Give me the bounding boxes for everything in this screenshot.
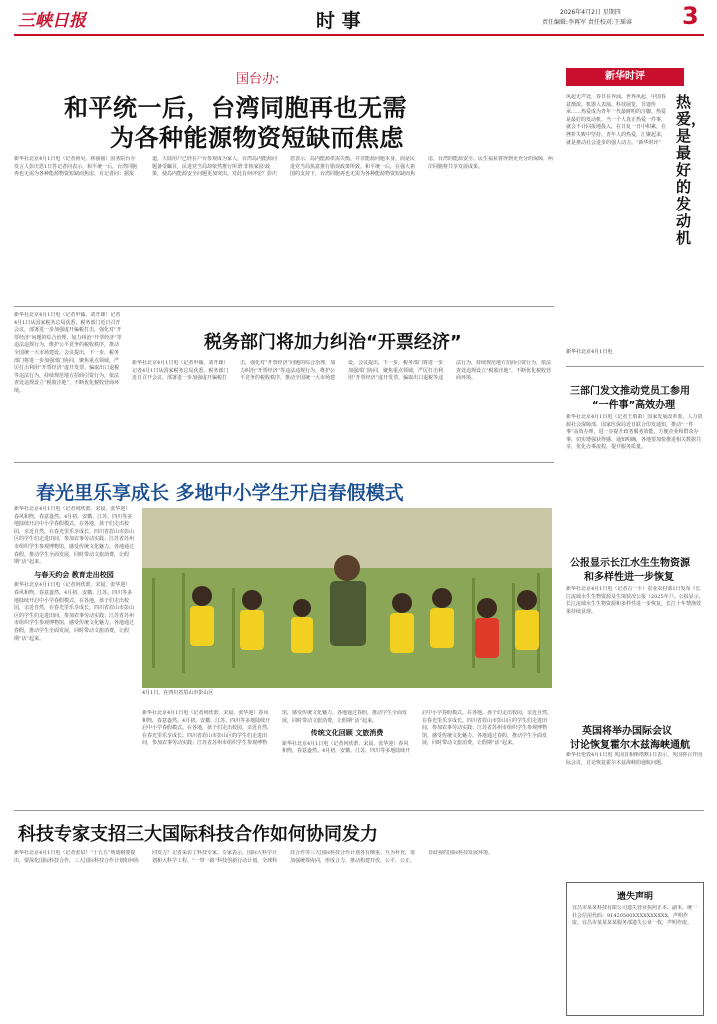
tax-story (14, 312, 554, 462)
editors-line: 责任编辑:李再军 责任校对:王瑶睿 (542, 19, 632, 26)
section-title: 时 事 (316, 10, 361, 32)
notice-body: 宜昌市某某科技有限公司遗失营业执照正本、副本，统一社会信用代码：91420500XXXXXXXXXX，声明作废。宜昌市某某某某服务部遗失公章一枚，声明作废。 (572, 905, 698, 927)
brief-uk-title-2: 讨论恢复霍尔木兹海峡通航 (570, 740, 690, 751)
photo-story-text-2: 新华社北京4月1日电（记者何欣蕾、宋晨、张华迎）春风和煦，春意盎然。4月初，安徽、江苏、四川等多地陆续开启中小学春假模式。在各地，孩子们走出校园，亲近自然，在春光里乐享成长。四川省眉山市彭山区的学生们走进田间，参加农事劳动实践；江苏省苏州市组织学生参观博物馆，感受传统文化魅力。各地通过春假，推动学生全面发展，同时带动文旅消费，让假期“活”起来。 (14, 582, 134, 642)
photo-story-text-3: 新华社北京4月1日电（记者何欣蕾、宋晨、张华迎）春风和煦，春意盎然。4月初，安徽、江苏、四川等多地陆续开启中小学春假模式。在各地，孩子们走出校园，亲近自然，在春光里乐享成长。四川省眉山市彭山区的学生们走进田间，参加农事劳动实践；江苏省苏州市组织学生参观博物馆，感受传统文化魅力。各地通过春假，推动学生全面发展，同时带动文旅消费，让假期“活”起来。 (142, 710, 408, 747)
commentary-body: 风起无声处，春日在奔涌。世界风起，中国春意渐浓。机器人表演、科技展览、非遗传承……热爱成为青年一代最鲜明的注脚。热爱是最好的发动机。当一个人真正热爱一件事，就会不计回报地投入，在日复一日中积累，在挫折失败中坚持。青年人的热爱，汇聚起来，就是推动社会进步的强大动力。“新华时评” (566, 94, 667, 146)
page-number: 3 (682, 2, 699, 30)
photo-story (14, 466, 554, 806)
sidebar-commentary (566, 60, 706, 360)
commentary-byline: 新华社北京4月1日电 (566, 349, 613, 355)
brief-mobilize (566, 372, 706, 542)
masthead (0, 0, 717, 34)
lead-body: 新华社北京4月1日电（记者何昊、林丽丽）国务院台办发言人彭庆恩1日答记者问表示，和平统一后，台湾同胞再也无需为各种能源物资短缺而焦虑。有记者问：据报道，大陆用户已经在户台参观成为家人，台湾岛内能源问题备受瞩目，民进党当局却依然推行所谓‘非核家园’政策，使岛内能源安全问题更加突出。对此有何评论？彭庆恩表示，岛内能源供需失衡，并非能源问题本身，而是民进党当局执意推行错误政策所致。和平统一后，在强大祖国的支持下，台湾同胞再也无需为各种能源物资短缺而焦虑，台湾的能源安全、民生福祉将得到更充分的保障，两岸同胞将共享发展成果。 (14, 156, 554, 178)
lead-story (14, 60, 554, 306)
photo-story-body-lower (142, 710, 552, 802)
divider-2 (14, 462, 554, 463)
notice-title: 遗失声明 (616, 892, 653, 902)
subhead-culture: 传统文化回顾 文旅消费 (310, 728, 384, 738)
lead-title-line1: 和平统一后，台湾同胞再也无需 (64, 94, 407, 122)
tax-title: 税务部门将加力纠治“开票经济” (204, 332, 462, 353)
photo-story-text: 新华社北京4月1日电（记者何欣蕾、宋晨、张华迎）春风和煦，春意盎然。4月初，安徽、江苏、四川等多地陆续开启中小学春假模式。在各地，孩子们走出校园，亲近自然，在春光里乐享成长。四川省眉山市彭山区的学生们走进田间，参加农事劳动实践；江苏省苏州市组织学生参观博物馆，感受传统文化魅力。各地通过春假，推动学生全面发展，同时带动文旅消费，让假期“活”起来。 (14, 506, 134, 566)
field-illustration (142, 508, 552, 688)
divider-1 (14, 306, 554, 307)
brief-uk-title-1: 英国将举办国际会议 (582, 726, 672, 737)
brief-mobilize-title-2: “一件事”高效办理 (592, 400, 676, 411)
photo-caption: 4月1日，在四川省眉山市彭山区 (142, 690, 214, 696)
brief-uk (566, 718, 706, 810)
masthead-rule (14, 34, 704, 36)
brief-bio-body: 新华社北京4月1日电（记者古一平）农业农村部1日发布《长江流域水生生物资源及生境状况公报（2025年）》。公报显示，长江流域水生生物资源和多样性进一步恢复，长江十年禁渔效果持续显现。 (566, 586, 704, 615)
newspaper-logo: 三峡日报 (18, 11, 86, 31)
students-photo (142, 508, 552, 688)
lead-title-line2: 为各种能源物资短缺而焦虑 (110, 124, 404, 152)
photo-story-text-4: 新华社北京4月1日电（记者何欣蕾、宋晨、张华迎）春风和煦，春意盎然。4月初，安徽、江苏、四川等多地陆续开启中小学春假模式。在各地，孩子们走出校园，亲近自然，在春光里乐享成长。四川省眉山市彭山区的学生们走进田间，参加农事劳动实践；江苏省苏州市组织学生参观博物馆，感受传统文化魅力。各地通过春假，推动学生全面发展，同时带动文旅消费，让假期“活”起来。 (282, 710, 552, 755)
tech-body: 新华社北京4月1日电（记者张泉）“十五五”规划纲要提出，要深化国际科技合作。三大国际科技合作计划如何协同发力？记者采访了科技专家。专家表示，国际大科学计划和大科学工程、“一带一路”科技创新行动计划、全球科技合作等三大国际科技合作计划各有侧重、互为补充，要加强统筹协同，形成合力，推动构建开放、公平、公正、非歧视的国际科技发展环境。 (14, 850, 494, 864)
brief-bio-title-1: 公报显示长江水生生物资源 (570, 558, 690, 569)
commentary-title: 热爱，是最好的发动机 (676, 93, 707, 247)
brief-bio-title-2: 和多样性进一步恢复 (584, 572, 674, 583)
divider-3 (14, 810, 704, 811)
brief-mobilize-title-1: 三部门发文推动党员工参用 (570, 386, 690, 397)
subhead-spring: 与春天约会 教育走出校园 (34, 569, 114, 579)
tech-story (14, 816, 554, 1018)
notice-box (566, 882, 704, 1016)
brief-mobilize-body: 新华社北京4月1日电（记者王雨萧）国家发展改革委、人力资源社会保障部、国家医保局近日联合印发通知，推动“一件事”高效办理，进一步提升政务服务效能，方便企业和群众办事，切实增强获得感。通知明确，各地要加快推进相关数据共享，优化办事流程，提升服务质量。 (566, 414, 703, 451)
lead-kicker: 国台办: (236, 72, 280, 87)
tax-body-left: 新华社北京4月1日电（记者申铖、刘开雄）记者4月1日从国家税务总局获悉，税务部门近日召开会议，部署进一步加强虚开骗税打击，强化对“开票经济”问题的综合治理，加力纠治“开票经济”等违法违规行为，维护公平竞争的税收秩序，推动全国统一大市场建设。会议提出，下一步，税务部门将进一步加强部门协同，聚焦重点领域，严厉打击利用“开票经济”虚开发票、骗取出口退税等违法行为，持续规范地方招商引资行为，依法查处违规设立“税收洼地”，不断优化税收营商环境。 (14, 312, 122, 394)
brief-uk-body: 新华社伦敦4月1日电 英国首相斯塔默1日表示，英国将召开国际会议，讨论恢复霍尔木兹海峡的通航问题。 (566, 752, 703, 766)
commentary-tag: 新华时评 (566, 68, 684, 86)
tech-title: 科技专家支招三大国际科技合作如何协同发力 (18, 824, 378, 845)
photo-story-body (14, 506, 134, 802)
sidebar-divider-1 (566, 366, 704, 367)
photo-story-title: 春光里乐享成长 多地中小学生开启春假模式 (36, 482, 404, 504)
tax-body-right: 新华社北京4月1日电（记者申铖、刘开雄）记者4月1日从国家税务总局获悉，税务部门近日召开会议，部署进一步加强虚开骗税打击，强化对“开票经济”问题的综合治理，加力纠治“开票经济”等违法违规行为，维护公平竞争的税收秩序，推动全国统一大市场建设。会议提出，下一步，税务部门将进一步加强部门协同，聚焦重点领域，严厉打击利用“开票经济”虚开发票、骗取出口退税等违法行为，持续规范地方招商引资行为，依法查处违规设立“税收洼地”，不断优化税收营商环境。 (132, 360, 552, 382)
brief-bio (566, 546, 706, 716)
date-line: 2026年4月2日 星期四 (560, 9, 621, 16)
